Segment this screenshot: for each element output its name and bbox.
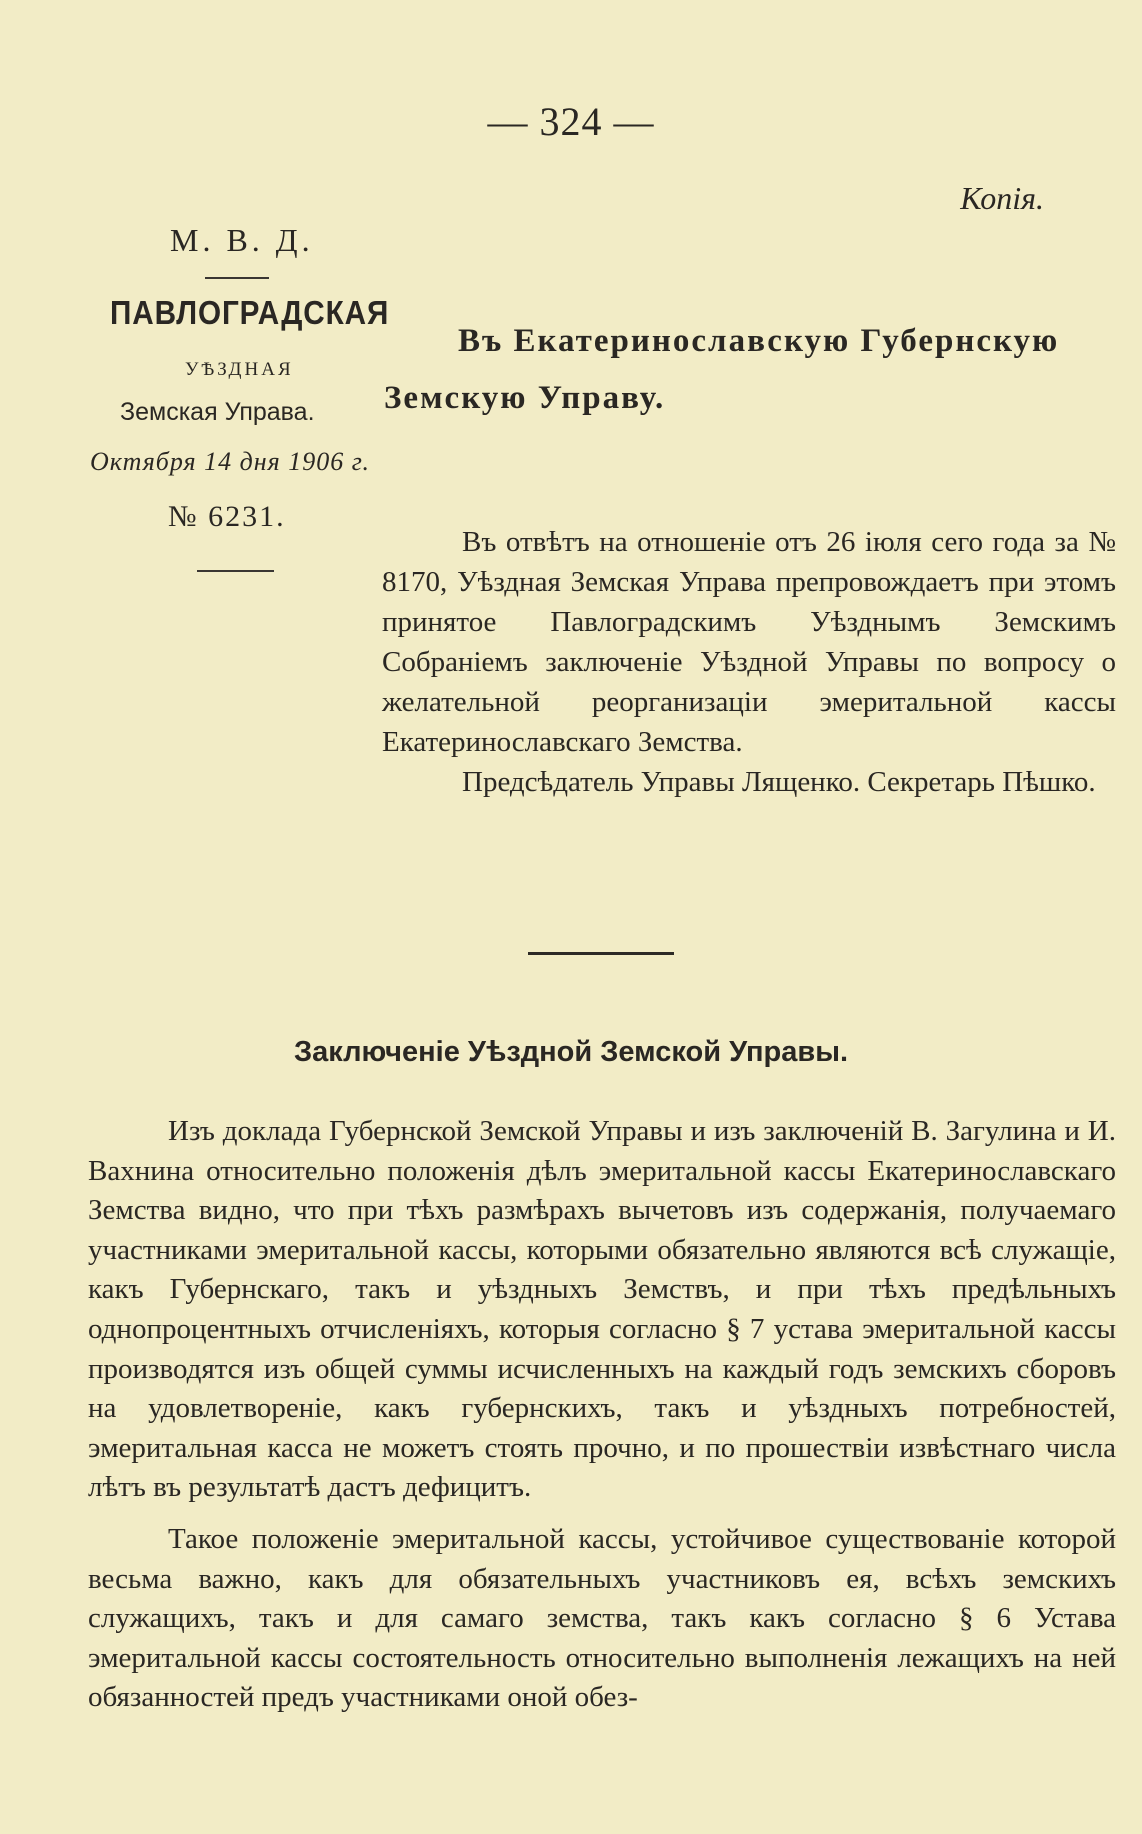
section-heading: Заключеніе Уѣздной Земской Управы. — [293, 1036, 849, 1068]
ministry-label: М. В. Д. — [170, 222, 314, 258]
addressee-line: Земскую Управу. — [384, 380, 666, 416]
conclusion-text — [88, 1112, 1116, 1718]
divider-rule — [197, 570, 274, 572]
divider-rule — [205, 277, 269, 279]
addressee-line: Въ Екатеринославскую Губернскую — [458, 323, 1060, 359]
sender-org-body: Земская Управа. — [120, 398, 315, 426]
section-divider — [528, 952, 674, 955]
sender-org-name: ПАВЛОГРАДСКАЯ — [110, 294, 390, 331]
letter-paragraph: Въ отвѣтъ на отношеніе отъ 26 іюля сего года за № 8170, Уѣздная Земская Управа препровождаетъ при этомъ принятое Павлоградскимъ Уѣзднымъ Земскимъ Собраніемъ заключеніе Уѣздной Управы по вопросу о желательной реорганизаціи эмеритальной кассы Екатеринославскаго Земства. — [382, 526, 1116, 758]
document-number: № 6231. — [168, 500, 286, 533]
sender-org-type: УѢЗДНАЯ — [185, 359, 294, 380]
letter-signature: Предсѣдатель Управы Лященко. Секретарь Пѣшко. — [462, 766, 1096, 798]
conclusion-paragraph: Изъ доклада Губернской Земской Управы и изъ заключеній В. Загулина и И. Вахнина относительно положенія дѣлъ эмеритальной кассы Екатеринославскаго Земства видно, что при тѣхъ размѣрахъ вычетовъ изъ содержанія, получаемаго участниками эмеритальной кассы, которыми обязательно являются всѣ служащіе, какъ Губернскаго, такъ и уѣздныхъ Земствъ, и при тѣхъ предѣльныхъ однопроцентныхъ отчисленіяхъ, которыя согласно § 7 устава эмеритальной кассы производятся изъ общей суммы исчисленныхъ на каждый годъ земскихъ сборовъ на удовлетвореніе, какъ губернскихъ, такъ и уѣздныхъ потребностей, эмеритальная касса не можетъ стоять прочно, и по прошествіи извѣстнаго числа лѣтъ въ результатѣ дастъ дефицитъ. — [88, 1115, 1116, 1504]
copy-label: Копія. — [960, 180, 1044, 216]
document-date: Октября 14 дня 1906 г. — [90, 447, 371, 476]
page-number: — 324 — — [487, 99, 655, 144]
conclusion-paragraph: Такое положеніе эмеритальной кассы, устойчивое существованіе которой весьма важно, какъ для обязательныхъ участниковъ ея, всѣхъ земскихъ служащихъ, такъ и для самаго земства, такъ какъ согласно § 6 Устава эмеритальной кассы состоятельность относительно выполненія лежащихъ на ней обязанностей предъ участниками оной обез- — [88, 1522, 1116, 1714]
letter-body — [382, 522, 1116, 802]
